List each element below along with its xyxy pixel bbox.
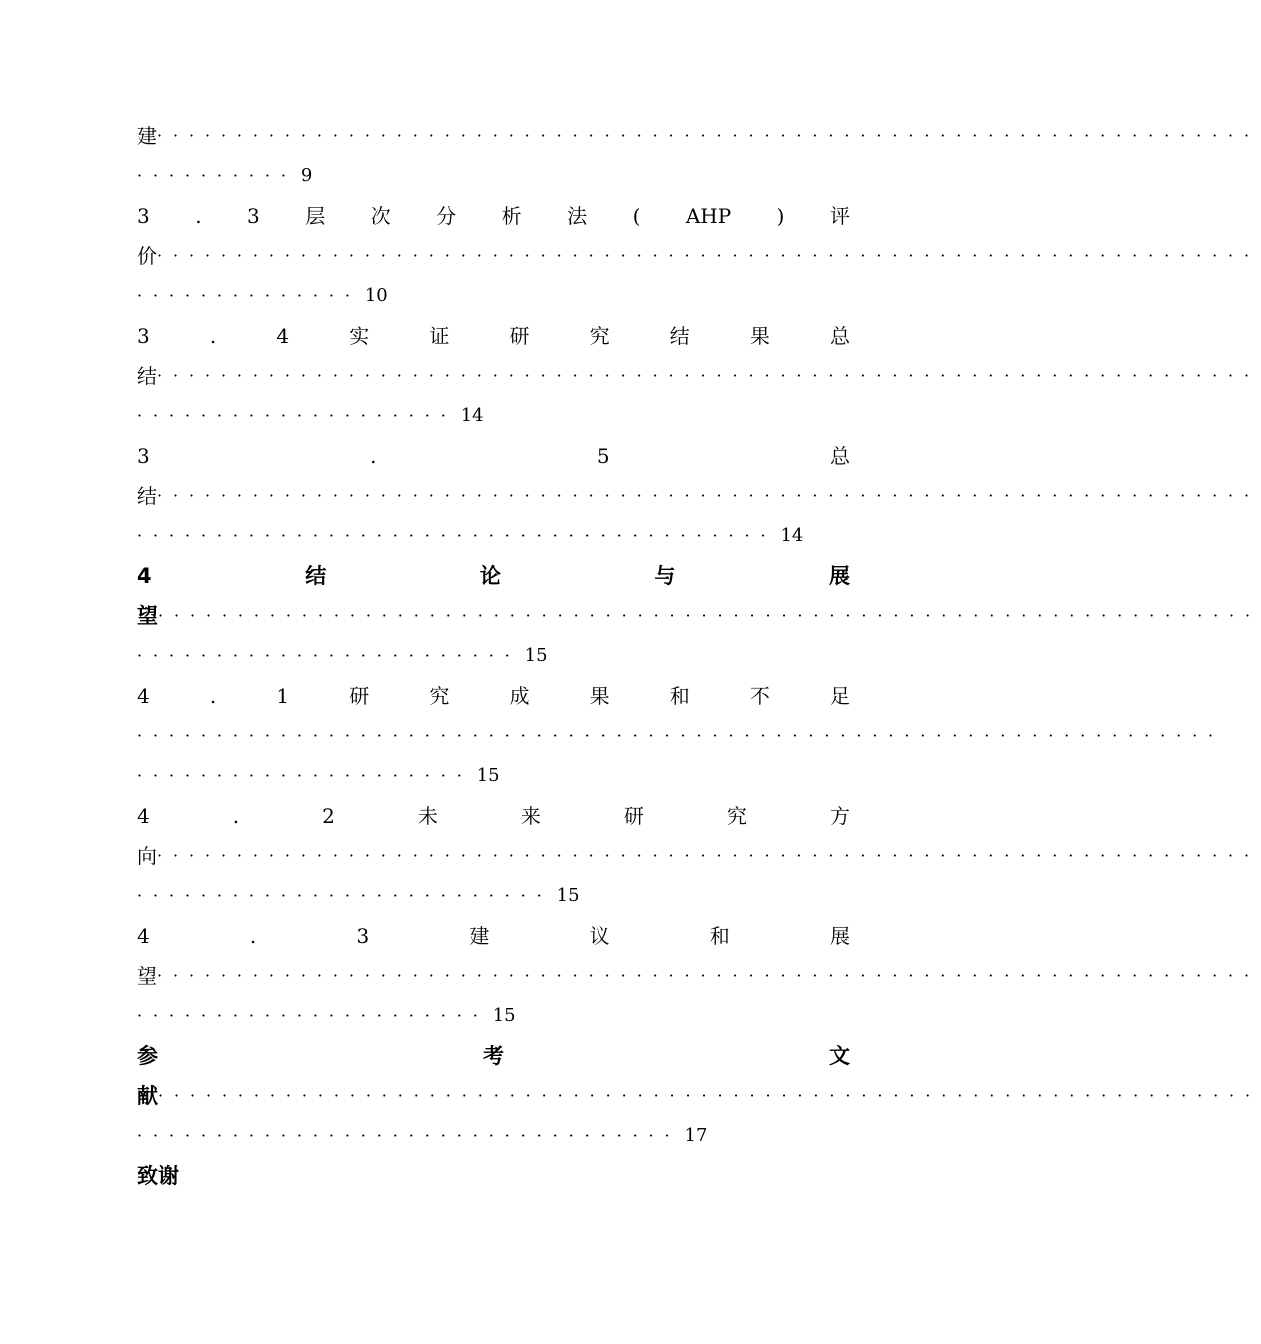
toc-token: 究 bbox=[589, 324, 610, 348]
dot-leader: ····································································· bbox=[157, 846, 1261, 865]
toc-token: 足 bbox=[829, 684, 850, 708]
toc-token: 和 bbox=[709, 924, 730, 948]
toc-page-number: 17 bbox=[684, 1125, 708, 1146]
toc-line bbox=[137, 516, 850, 556]
dot-leader: ····································································· bbox=[157, 126, 1261, 145]
toc-token: . bbox=[232, 804, 240, 828]
toc-token: 展 bbox=[829, 924, 850, 948]
toc-line bbox=[137, 1116, 850, 1156]
toc-token: 3 bbox=[356, 924, 370, 948]
toc-token: 议 bbox=[589, 924, 610, 948]
toc-line bbox=[137, 116, 1261, 156]
toc-token: 总 bbox=[830, 444, 850, 468]
toc-heading-tail: 建 bbox=[137, 124, 157, 148]
dot-leader: ···················· bbox=[137, 406, 457, 425]
toc-token: 4 bbox=[137, 684, 150, 708]
toc-page-number: 15 bbox=[556, 885, 580, 906]
toc-token: 证 bbox=[429, 324, 450, 348]
dot-leader: ····················· bbox=[137, 766, 473, 785]
dot-leader: ····································································· bbox=[157, 246, 1261, 265]
toc-line bbox=[137, 156, 850, 196]
toc-chapter-heading bbox=[137, 556, 850, 596]
toc-token: 分 bbox=[436, 204, 457, 228]
dot-leader: ·········· bbox=[137, 166, 297, 185]
toc-line bbox=[137, 756, 850, 796]
dot-leader: ····································································· bbox=[157, 366, 1261, 385]
toc-token: 4 bbox=[137, 924, 150, 948]
toc-heading-tail: 结 bbox=[137, 364, 157, 388]
toc-token: 与 bbox=[654, 564, 676, 588]
toc-line bbox=[137, 1156, 850, 1196]
dot-leader: ····································································· bbox=[157, 486, 1261, 505]
toc-line bbox=[137, 876, 850, 916]
toc-token: 展 bbox=[829, 564, 850, 588]
dot-leader: ························ bbox=[137, 646, 521, 665]
toc-token: 未 bbox=[417, 804, 438, 828]
toc-heading-tail: 结 bbox=[137, 484, 157, 508]
toc-heading-tail: 价 bbox=[137, 244, 157, 268]
toc-line bbox=[137, 956, 1261, 996]
toc-page-number: 15 bbox=[476, 765, 500, 786]
toc-line bbox=[137, 1076, 1261, 1116]
toc-token: ( bbox=[632, 204, 641, 228]
toc-token: 方 bbox=[829, 804, 850, 828]
toc-token: 次 bbox=[370, 204, 391, 228]
dot-leader: ······················ bbox=[137, 1006, 489, 1025]
toc-token: 层 bbox=[305, 204, 326, 228]
toc-line bbox=[137, 636, 850, 676]
toc-line bbox=[137, 396, 850, 436]
toc-heading-tail: 望 bbox=[137, 964, 157, 988]
toc-token: 总 bbox=[829, 324, 850, 348]
toc-line bbox=[137, 476, 1261, 516]
dot-leader: ····································································· bbox=[157, 966, 1261, 985]
toc-token: 法 bbox=[567, 204, 588, 228]
toc-token: 论 bbox=[479, 564, 501, 588]
toc-token: AHP bbox=[685, 204, 732, 228]
toc-heading-spread bbox=[137, 676, 850, 716]
toc-token: 析 bbox=[501, 204, 522, 228]
toc-page-number: 14 bbox=[780, 525, 804, 546]
toc-line bbox=[137, 836, 1261, 876]
toc-token: 研 bbox=[623, 804, 644, 828]
toc-token: 研 bbox=[509, 324, 530, 348]
toc-token: 究 bbox=[429, 684, 450, 708]
dot-leader: ········································ bbox=[137, 526, 777, 545]
toc-token: 4 bbox=[276, 324, 290, 348]
toc-token: 4 bbox=[137, 564, 152, 588]
toc-page-number: 9 bbox=[300, 165, 313, 186]
toc-token: 实 bbox=[349, 324, 370, 348]
toc-token: 评 bbox=[829, 204, 850, 228]
toc-page-number: 15 bbox=[492, 1005, 516, 1026]
toc-heading-tail: 向 bbox=[137, 844, 157, 868]
toc-token: . bbox=[195, 204, 202, 228]
toc-line bbox=[137, 356, 1261, 396]
dot-leader: ····································································· bbox=[158, 606, 1261, 625]
dot-leader: ·············· bbox=[137, 286, 361, 305]
toc-heading-tail: 望 bbox=[137, 604, 158, 628]
toc-token: 成 bbox=[509, 684, 530, 708]
toc-token: 参 bbox=[137, 1044, 158, 1068]
toc-token: 文 bbox=[829, 1044, 850, 1068]
toc-line bbox=[137, 996, 850, 1036]
toc-token: 3 bbox=[137, 204, 150, 228]
toc-heading-tail: 致谢 bbox=[137, 1164, 179, 1188]
dot-leader: ····································································· bbox=[158, 1086, 1261, 1105]
toc-token: 究 bbox=[726, 804, 747, 828]
toc-token: 建 bbox=[469, 924, 490, 948]
toc-token: 结 bbox=[669, 324, 690, 348]
toc-page-number: 10 bbox=[364, 285, 388, 306]
toc-page-number: 15 bbox=[524, 645, 548, 666]
toc-token: 2 bbox=[322, 804, 335, 828]
toc-token: 研 bbox=[349, 684, 370, 708]
toc-line bbox=[137, 276, 850, 316]
dot-leader: ·································· bbox=[137, 1126, 681, 1145]
toc-token: . bbox=[249, 924, 257, 948]
toc-token: 来 bbox=[520, 804, 541, 828]
toc-token: ) bbox=[776, 204, 785, 228]
toc-heading-spread bbox=[137, 436, 850, 476]
toc-line bbox=[137, 236, 1261, 276]
toc-token: 3 bbox=[137, 444, 150, 468]
toc-line bbox=[137, 716, 1225, 756]
toc-token: 果 bbox=[749, 324, 770, 348]
toc-token: 不 bbox=[749, 684, 770, 708]
toc-page-number: 14 bbox=[460, 405, 484, 426]
toc-token: 3 bbox=[137, 324, 150, 348]
toc-token: . bbox=[209, 684, 217, 708]
toc-token: 结 bbox=[305, 564, 327, 588]
toc-heading-spread bbox=[137, 796, 850, 836]
toc-token: . bbox=[209, 324, 217, 348]
toc-heading-spread bbox=[137, 916, 850, 956]
toc-token: 考 bbox=[483, 1044, 504, 1068]
toc-heading-tail: 献 bbox=[137, 1084, 158, 1108]
toc-token: . bbox=[370, 444, 377, 468]
dot-leader: ···································································· bbox=[137, 726, 1225, 745]
toc-token: 3 bbox=[247, 204, 260, 228]
dot-leader: ·························· bbox=[137, 886, 553, 905]
toc-token: 4 bbox=[137, 804, 150, 828]
toc-line bbox=[137, 596, 1261, 636]
toc-heading-spread bbox=[137, 316, 850, 356]
toc-token: 5 bbox=[596, 444, 610, 468]
toc-token: 果 bbox=[589, 684, 610, 708]
toc-token: 1 bbox=[276, 684, 290, 708]
toc-chapter-heading bbox=[137, 1036, 850, 1076]
toc-heading-spread bbox=[137, 196, 850, 236]
toc-token: 和 bbox=[669, 684, 690, 708]
